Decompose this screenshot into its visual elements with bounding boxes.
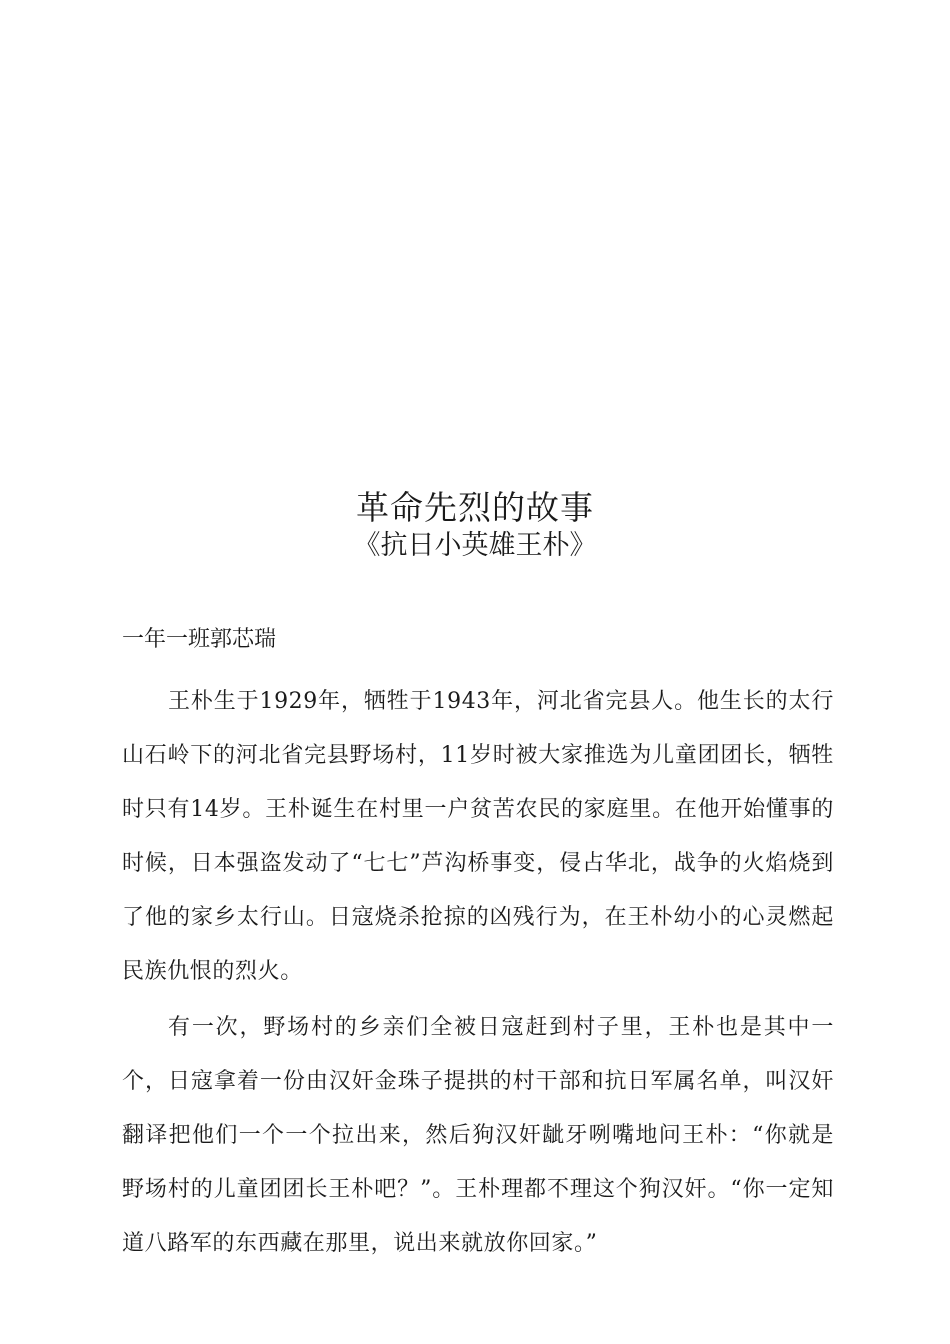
paragraph: 有一次，野场村的乡亲们全被日寇赶到村子里，王朴也是其中一个，日寇拿着一份由汉奸金珠子提拱的村干部和抗日军属名单，叫汉奸翻译把他们一个一个拉出来，然后狗汉奸龇牙咧嘴地问王朴：“你就是野场村的儿童团团长王朴吧？”。王朴理都不理这个狗汉奸。“你一定知道八路军的东西藏在那里，说出来就放你回家。” bbox=[122, 1015, 834, 1256]
body-text bbox=[122, 675, 834, 1273]
document-subtitle: 《抗日小英雄王朴》 bbox=[353, 530, 597, 561]
author-line: 一年一班郭芯瑞 bbox=[122, 627, 277, 652]
document-title: 革命先烈的故事 bbox=[356, 488, 594, 527]
paragraph: 王朴生于1929年，牺牲于1943年，河北省完县人。他生长的太行山石岭下的河北省完县野场村，11岁时被大家推选为儿童团团长，牺牲时只有14岁。王朴诞生在村里一户贫苦农民的家庭里。在他开始懂事的时候，日本强盗发动了“七七”芦沟桥事变，侵占华北，战争的火焰烧到了他的家乡太行山。日寇烧杀抢掠的凶残行为，在王朴幼小的心灵燃起民族仇恨的烈火。 bbox=[122, 689, 834, 984]
